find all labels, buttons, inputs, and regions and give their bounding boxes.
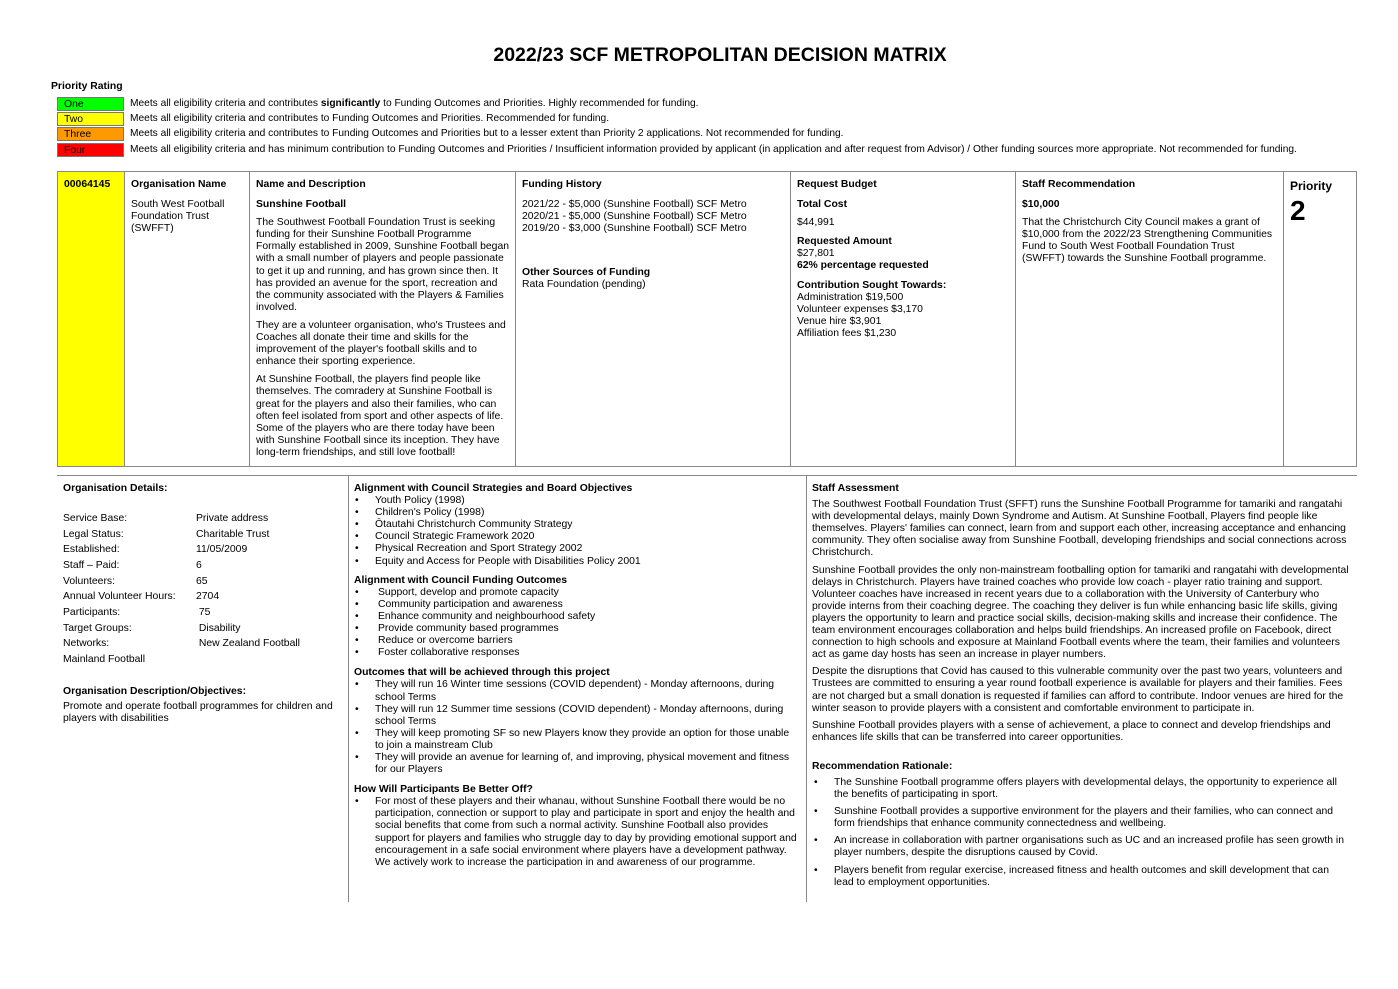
requested-amount-label: Requested Amount bbox=[797, 236, 892, 248]
contribution-item: Venue hire $3,901 bbox=[797, 315, 882, 327]
org-detail-row bbox=[63, 590, 342, 606]
org-details-list bbox=[63, 511, 342, 652]
project-name: Sunshine Football bbox=[256, 199, 347, 211]
outcome-item: • Enhance community and neighbourhood safety bbox=[354, 611, 800, 623]
priority-row-three bbox=[57, 127, 843, 141]
priority-text: Meets all eligibility criteria and has minimum contribution to Funding Outcomes and Priorities / Insufficient information provided by applicant (in application and after request from Advisor) / Other funding sources more appropriate. Not recommended for funding. bbox=[130, 143, 1297, 155]
org-detail-label: Participants: bbox=[63, 607, 121, 619]
priority-row-one bbox=[57, 97, 699, 111]
request-budget-cell bbox=[791, 172, 1016, 466]
priority-cell bbox=[1284, 172, 1356, 466]
total-cost-label: Total Cost bbox=[797, 199, 848, 211]
org-detail-label: Volunteers: bbox=[63, 575, 115, 587]
org-detail-label: Established: bbox=[63, 544, 120, 556]
priority-description bbox=[124, 98, 699, 110]
priority-text: Meets all eligibility criteria and contributes to Funding Outcomes and Priorities but to a lesser extent than Priority 2 applications. Not recommended for funding. bbox=[130, 127, 844, 139]
org-name: South West Football Foundation Trust (SWFFT) bbox=[131, 199, 225, 235]
contribution-heading: Contribution Sought Towards: bbox=[797, 279, 947, 291]
other-sources: Rata Foundation (pending) bbox=[522, 279, 646, 291]
rationale-item: • Players benefit from regular exercise, increased fitness and health outcomes and skill development that can lead to employment opportunities. bbox=[812, 865, 1351, 889]
org-detail-label: Staff – Paid: bbox=[63, 559, 120, 571]
strategy-item: • Ōtautahi Christchurch Community Strategy bbox=[354, 519, 800, 531]
name-desc-heading: Name and Description bbox=[256, 179, 366, 190]
contribution-item: Administration $19,500 bbox=[797, 291, 904, 303]
assessment-paragraph: Sunshine Football provides players with a sense of achievement, a place to connect and develop friendships and enhances life skills that can be transferred into career opportunities. bbox=[812, 719, 1331, 743]
org-detail-row bbox=[63, 621, 342, 637]
project-outcome-item: • They will keep promoting SF so new Players know they provide an option for those unable to join a mainstream Club bbox=[354, 728, 800, 752]
org-detail-value: 2704 bbox=[196, 591, 220, 603]
project-outcomes-heading: Outcomes that will be achieved through this project bbox=[354, 667, 610, 679]
contribution-list bbox=[797, 292, 1009, 340]
application-id-cell bbox=[58, 172, 125, 466]
percentage-requested: 62% percentage requested bbox=[797, 260, 929, 272]
org-detail-row bbox=[63, 637, 342, 653]
priority-swatch: One bbox=[57, 97, 124, 111]
strategy-item: • Council Strategic Framework 2020 bbox=[354, 531, 800, 543]
staff-assessment-section bbox=[806, 476, 1357, 902]
better-off-heading: How Will Participants Be Better Off? bbox=[354, 784, 533, 796]
project-outcomes-list bbox=[354, 679, 800, 776]
name-description-cell bbox=[250, 172, 516, 466]
priority-description bbox=[124, 144, 1297, 156]
assessment-paragraph: Despite the disruptions that Covid has caused to this vulnerable community over the past two years, volunteers and Trustees are committed to ensuring a year round football experience is available for players and their families. Fees are not charged but a small donation is requested if families can afford to contribute. Indoor venues are hired for the winter season to provide players with a consistent and comfortable environment to participate in. bbox=[812, 666, 1344, 714]
application-summary-table bbox=[57, 171, 1357, 467]
rationale-item: • The Sunshine Football programme offers players with developmental delays, the opportunity to experience all the benefits of participating in sport. bbox=[812, 777, 1351, 801]
org-detail-row bbox=[63, 527, 342, 543]
priority-text: Meets all eligibility criteria and contributes bbox=[130, 97, 321, 109]
org-detail-label: Networks: bbox=[63, 638, 110, 650]
assessment-paragraph: The Southwest Football Foundation Trust (SFFT) runs the Sunshine Football Programme for tamariki and rangatahi with developmental delays, mainly Down Syndrome and Autism. At Sunshine Football, Players find people like themselves. Players' families can connect, learn from and support each other, increasing acceptance and enhancing community. They often socialise away from Sunshine Football, developing friendships and social connections across Christchurch. bbox=[812, 499, 1347, 559]
org-detail-value: New Zealand Football bbox=[196, 638, 300, 650]
org-detail-value: Private address bbox=[196, 512, 269, 524]
priority-row-two bbox=[57, 112, 609, 126]
contribution-item: Affiliation fees $1,230 bbox=[797, 327, 897, 339]
priority-text: Meets all eligibility criteria and contributes to Funding Outcomes and Priorities. Recommended for funding. bbox=[130, 112, 610, 124]
strategy-item: • Children's Policy (1998) bbox=[354, 507, 800, 519]
request-budget-heading: Request Budget bbox=[797, 179, 877, 190]
requested-amount: $27,801 bbox=[797, 248, 835, 260]
org-detail-value: 6 bbox=[196, 559, 202, 571]
staff-rec-text: That the Christchurch City Council makes a grant of $10,000 from the 2022/23 Strengthening Communities Fund to South West Football Foundation Trust (SWFFT) towards the Sunshine Football programme. bbox=[1022, 217, 1273, 265]
application-id: 00064145 bbox=[64, 179, 111, 190]
org-desc-heading: Organisation Description/Objectives: bbox=[63, 685, 247, 697]
org-detail-row bbox=[63, 605, 342, 621]
rationale-item: • An increase in collaboration with partner organisations such as UC and an increased profile has seen growth in player numbers, despite the disruptions caused by Covid. bbox=[812, 835, 1351, 859]
better-off-item: • For most of these players and their whanau, without Sunshine Football there would be no participation, connection or support to play and participate in sport and enjoy the health and social benefits that come from such a normal activity. Sunshine Football also provides support for players and families who struggle day to day by providing emotional support and encouragement in a safe social environment where players have a development pathway. We actively work to increase the participation in and awareness of our programme. bbox=[354, 796, 800, 869]
staff-rec-amount: $10,000 bbox=[1022, 199, 1060, 211]
staff-assessment-heading: Staff Assessment bbox=[812, 483, 899, 494]
better-off-list bbox=[354, 796, 800, 869]
org-detail-value: Disability bbox=[196, 622, 241, 634]
org-detail-value: 11/05/2009 bbox=[196, 544, 248, 556]
networks-extra: Mainland Football bbox=[63, 654, 146, 666]
priority-swatch: Three bbox=[57, 127, 124, 141]
outcome-item: • Community participation and awareness bbox=[354, 599, 800, 611]
outcome-item: • Provide community based programmes bbox=[354, 623, 800, 635]
staff-assessment-text bbox=[812, 499, 1351, 744]
funding-history-item: 2020/21 - $5,000 (Sunshine Football) SCF Metro bbox=[522, 211, 747, 223]
contribution-item: Volunteer expenses $3,170 bbox=[797, 303, 923, 315]
org-detail-value: 75 bbox=[196, 607, 211, 619]
org-detail-value: Charitable Trust bbox=[196, 528, 270, 540]
strategy-item: • Physical Recreation and Sport Strategy 2002 bbox=[354, 543, 800, 555]
org-detail-row bbox=[63, 511, 342, 527]
priority-swatch: Four bbox=[57, 143, 124, 157]
priority-text: to Funding Outcomes and Priorities. Highly recommended for funding. bbox=[380, 97, 699, 109]
outcomes-list bbox=[354, 587, 800, 660]
strategy-item: • Equity and Access for People with Disabilities Policy 2001 bbox=[354, 556, 800, 568]
org-detail-value: 65 bbox=[196, 575, 208, 587]
priority-rating-heading: Priority Rating bbox=[51, 81, 123, 92]
outcome-item: • Support, develop and promote capacity bbox=[354, 587, 800, 599]
project-outcome-item: • They will run 12 Summer time sessions (COVID dependent) - Monday afternoons, during school Terms bbox=[354, 704, 800, 728]
org-name-heading: Organisation Name bbox=[131, 179, 227, 190]
assessment-paragraph: Sunshine Football provides the only non-mainstream footballing option for tamariki and rangatahi with developmental delays in Christchurch. Players have trained coaches who provide low coach - player ratio training and support. Volunteer coaches have increased in recent years due to a collaboration with the University of Canterbury who provide interns from their coaching degree. The coaching they deliver is fun while enhancing basic life skills, giving players the opportunity to learn and practice social skills, decision-making skills and increase their confidence. The team environment encourages collaboration and helps build friendships. An increased profile on Facebook, direct connection to high schools and exposure at Mainland Football events where the team, their families and volunteers act as game day hosts has seen an increase in player numbers. bbox=[812, 564, 1349, 661]
org-detail-label: Annual Volunteer Hours: bbox=[63, 591, 176, 603]
rationale-heading: Recommendation Rationale: bbox=[812, 760, 953, 772]
funding-history-cell bbox=[516, 172, 791, 466]
description-paragraph: They are a volunteer organisation, who's Trustees and Coaches all donate their time and skills for the improvement of the player's football skills and to enhance their sporting experience. bbox=[256, 319, 506, 368]
strategies-list bbox=[354, 495, 800, 568]
staff-recommendation-cell bbox=[1016, 172, 1284, 466]
organisation-details-section bbox=[57, 476, 348, 902]
outcome-item: • Foster collaborative responses bbox=[354, 647, 800, 659]
funding-history-list bbox=[522, 199, 784, 235]
org-desc: Promote and operate football programmes for children and players with disabilities bbox=[63, 701, 333, 725]
org-detail-label: Service Base: bbox=[63, 512, 128, 524]
project-description bbox=[256, 217, 509, 459]
org-detail-label: Legal Status: bbox=[63, 528, 124, 540]
priority-text-emphasis: significantly bbox=[320, 97, 381, 109]
priority-value: 2 bbox=[1290, 195, 1306, 226]
description-paragraph: The Southwest Football Foundation Trust is seeking funding for their Sunshine Football Programme Formally established in 2009, Sunshine Football began with a small number of players and people passionate to get it up and running, and has grown since then. It has provided an avenue for the sport, recreation and the community associated with the Players & Families involved. bbox=[256, 217, 509, 313]
rationale-list bbox=[812, 777, 1351, 889]
project-outcome-item: • They will provide an avenue for learning of, and improving, physical movement and fitness for our Players bbox=[354, 752, 800, 776]
funding-history-item: 2021/22 - $5,000 (Sunshine Football) SCF Metro bbox=[522, 199, 747, 211]
org-detail-label: Target Groups: bbox=[63, 622, 132, 634]
project-outcome-item: • They will run 16 Winter time sessions (COVID dependent) - Monday afternoons, during school Terms bbox=[354, 679, 800, 703]
outcomes-heading: Alignment with Council Funding Outcomes bbox=[354, 574, 567, 586]
org-detail-row bbox=[63, 574, 342, 590]
org-details-heading: Organisation Details: bbox=[63, 483, 168, 494]
rationale-item: • Sunshine Football provides a supportive environment for the players and their families, who can connect and form friendships that enhance community connectedness and wellbeing. bbox=[812, 806, 1351, 830]
funding-history-item: 2019/20 - $3,000 (Sunshine Football) SCF Metro bbox=[522, 223, 747, 235]
org-detail-row bbox=[63, 542, 342, 558]
priority-heading: Priority bbox=[1290, 179, 1333, 193]
organisation-name-cell bbox=[125, 172, 250, 466]
strategies-heading: Alignment with Council Strategies and Board Objectives bbox=[354, 483, 633, 494]
priority-swatch: Two bbox=[57, 112, 124, 126]
other-sources-heading: Other Sources of Funding bbox=[522, 267, 651, 279]
priority-description bbox=[124, 113, 609, 125]
page-title: 2022/23 SCF METROPOLITAN DECISION MATRIX bbox=[493, 44, 947, 66]
outcome-item: • Reduce or overcome barriers bbox=[354, 635, 800, 647]
description-paragraph: At Sunshine Football, the players find people like themselves. The comradery at Sunshine Football is great for the players and also their families, who can often feel isolated from sport and other aspects of life. Some of the players who are there today have been with Sunshine Football since its inception. They have long-term friendships, and still love football! bbox=[256, 374, 504, 458]
staff-rec-heading: Staff Recommendation bbox=[1022, 179, 1136, 190]
priority-description bbox=[124, 128, 843, 140]
funding-history-heading: Funding History bbox=[522, 179, 602, 190]
org-detail-row bbox=[63, 558, 342, 574]
total-cost: $44,991 bbox=[797, 217, 835, 229]
alignment-section bbox=[348, 476, 806, 902]
strategy-item: • Youth Policy (1998) bbox=[354, 495, 800, 507]
priority-row-four bbox=[57, 143, 1297, 157]
